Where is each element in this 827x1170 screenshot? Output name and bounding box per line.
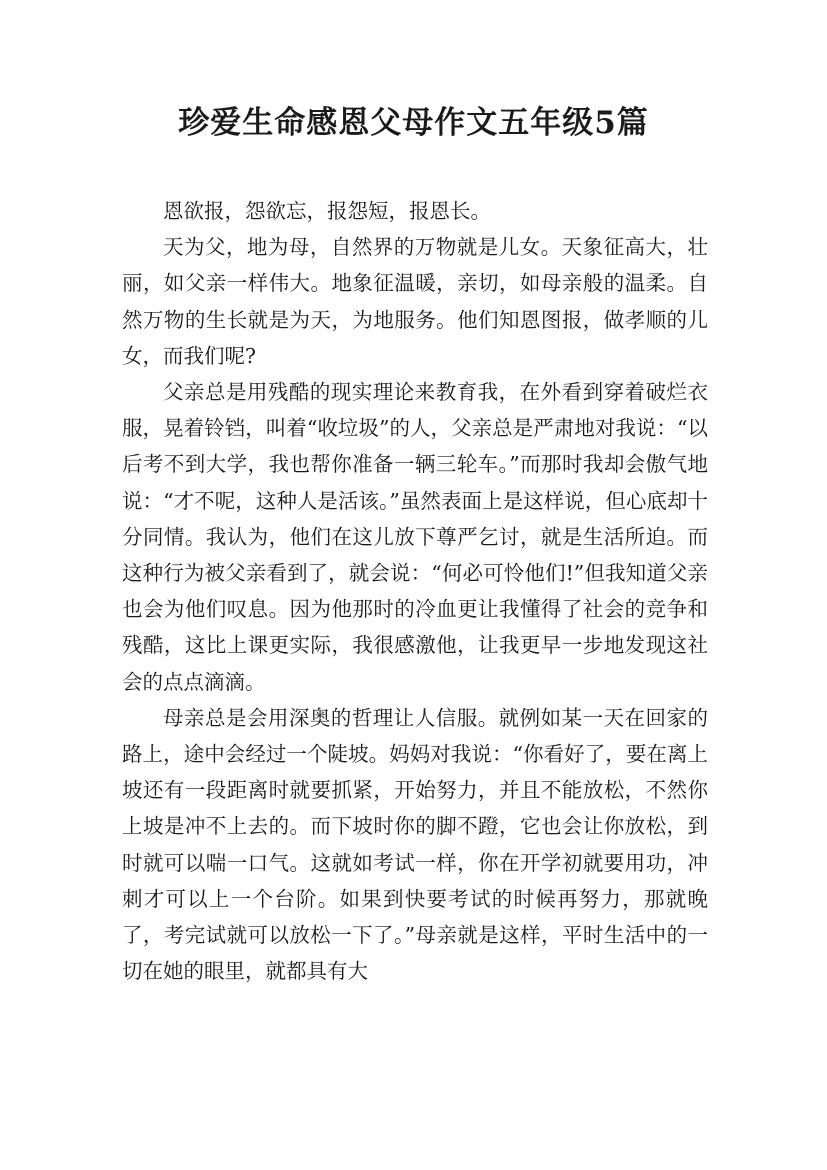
document-body [122, 193, 708, 989]
paragraph-4: 母亲总是会用深奥的哲理让人信服。就例如某一天在回家的路上，途中会经过一个陡坡。妈妈对我说：“你看好了，要在离上坡还有一段距离时就要抓紧，开始努力，并且不能放松，不然你上坡是冲不上去的。而下坡时你的脚不蹬，它也会让你放松，到时就可以喘一口气。这就如考试一样，你在开学初就要用功，冲刺才可以上一个台阶。如果到快要考试的时候再努力，那就晚了，考完试就可以放松一下了。”母亲就是这样，平时生活中的一切在她的眼里，就都具有大 [122, 705, 708, 984]
paragraph-1: 恩欲报，怨欲忘，报怨短，报恩长。 [163, 199, 491, 223]
paragraph-2: 天为父，地为母，自然界的万物就是儿女。天象征高大，壮丽，如父亲一样伟大。地象征温暖，亲切，如母亲般的温柔。自然万物的生长就是为天，为地服务。他们知恩图报，做孝顺的儿女，而我们呢? [122, 235, 708, 368]
paragraph-3: 父亲总是用残酷的现实理论来教育我，在外看到穿着破烂衣服，晃着铃铛，叫着“收垃圾”的人，父亲总是严肃地对我说：“以后考不到大学，我也帮你准备一辆三轮车。”而那时我却会傲气地说：“才不呢，这种人是活该。”虽然表面上是这样说，但心底却十分同情。我认为，他们在这儿放下尊严乞讨，就是生活所迫。而这种行为被父亲看到了，就会说：“何必可怜他们!”但我知道父亲也会为他们叹息。因为他那时的冷血更让我懂得了社会的竞争和残酷，这比上课更实际，我很感激他，让我更早一步地发现这社会的点点滴滴。 [122, 380, 708, 694]
document-title: 珍爱生命感恩父母作文五年级5篇 [178, 105, 649, 141]
